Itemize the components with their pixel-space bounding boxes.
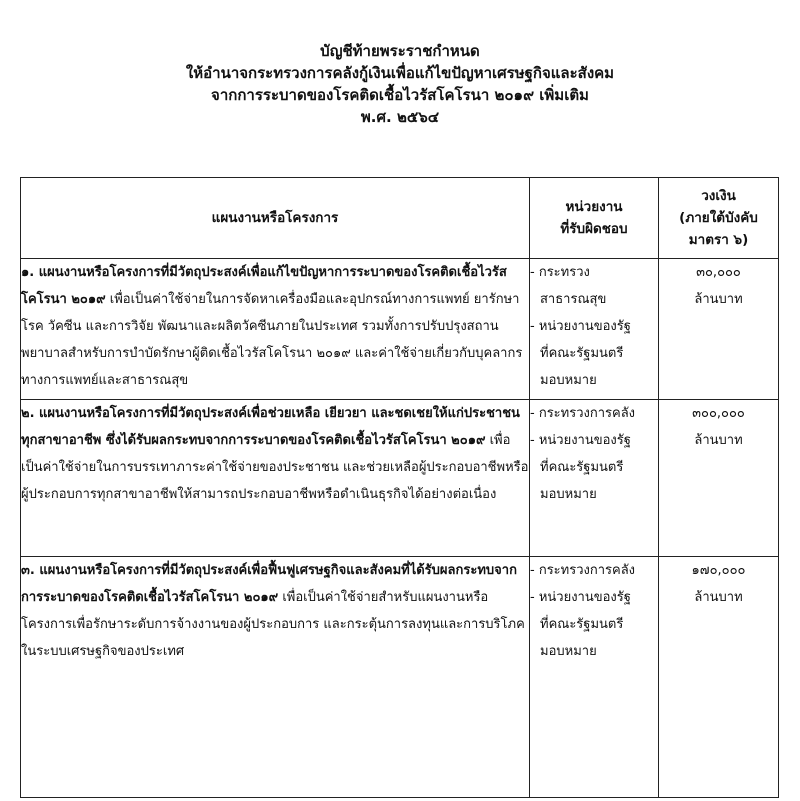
budget-cell — [659, 400, 779, 557]
table-row — [21, 259, 779, 400]
plan-cell — [21, 400, 530, 557]
plan-cell — [21, 557, 530, 798]
plan-description: เพื่อเป็นค่าใช้จ่ายสำหรับแผนงานหรือโครงการเพื่อรักษาระดับการจ้างงานของผู้ประกอบการ และกระตุ้นการลงทุนและการบริโภค ในระบบเศรษฐกิจของประเทศ — [21, 590, 525, 659]
plan-heading: ๑. แผนงานหรือโครงการที่มีวัตถุประสงค์เพื่อแก้ไขปัญหาการระบาดของโรคติดเชื้อไวรัสโคโรนา ๒๐๑๙ — [21, 265, 507, 307]
agency-cell: - กระทรวง สาธารณสุข - หน่วยงานของรัฐ ที่คณะรัฐมนตรี มอบหมาย — [530, 259, 659, 400]
plan-heading: ๒. แผนงานหรือโครงการที่มีวัตถุประสงค์เพื่อช่วยเหลือ เยียวยา และชดเชยให้แก่ประชาชนทุกสาขาอาชีพ ซึ่งได้รับผลกระทบจากการระบาดของโรคติดเชื้อไวรัสโคโรนา ๒๐๑๙ — [21, 406, 520, 448]
budget-amount: ๑๗๐,๐๐๐ — [691, 563, 746, 578]
budget-unit: ล้านบาท — [694, 590, 743, 605]
header-plan: แผนงานหรือโครงการ — [21, 178, 530, 259]
budget-table — [20, 177, 779, 798]
table-row — [21, 400, 779, 557]
agency-cell: - กระทรวงการคลัง - หน่วยงานของรัฐ ที่คณะรัฐมนตรี มอบหมาย — [530, 557, 659, 798]
budget-unit: ล้านบาท — [694, 292, 743, 307]
header-budget: วงเงิน (ภายใต้บังคับ มาตรา ๖) — [659, 178, 779, 259]
budget-unit: ล้านบาท — [694, 433, 743, 448]
budget-cell — [659, 557, 779, 798]
budget-amount: ๓๐๐,๐๐๐ — [692, 406, 745, 421]
agency-cell: - กระทรวงการคลัง - หน่วยงานของรัฐ ที่คณะรัฐมนตรี มอบหมาย — [530, 400, 659, 557]
budget-cell — [659, 259, 779, 400]
title-line-3: จากการระบาดของโรคติดเชื้อไวรัสโคโรนา ๒๐๑๙ เพิ่มเติม — [211, 86, 589, 104]
header-agency: หน่วยงาน ที่รับผิดชอบ — [530, 178, 659, 259]
table-row — [21, 557, 779, 798]
title-line-4: พ.ศ. ๒๕๖๔ — [360, 108, 440, 126]
plan-description: เพื่อเป็นค่าใช้จ่ายในการจัดหาเครื่องมือและอุปกรณ์ทางการแพทย์ ยารักษาโรค วัคซีน และการวิจัย พัฒนาและผลิตวัคซีนภายในประเทศ รวมทั้งการปรับปรุงสถานพยาบาลสำหรับการบำบัดรักษาผู้ติดเชื้อไวรัสโคโรนา ๒๐๑๙ และค่าใช้จ่ายเกี่ยวกับบุคลากรทางการแพทย์และสาธารณสุข — [21, 292, 523, 388]
budget-amount: ๓๐,๐๐๐ — [696, 265, 741, 280]
document-title — [0, 40, 800, 128]
title-line-2: ให้อำนาจกระทรวงการคลังกู้เงินเพื่อแก้ไขปัญหาเศรษฐกิจและสังคม — [185, 64, 615, 82]
plan-description: เพื่อเป็นค่าใช้จ่ายในการบรรเทาภาระค่าใช้จ่ายของประชาชน และช่วยเหลือผู้ประกอบอาชีพหรือผู้ประกอบการทุกสาขาอาชีพให้สามารถประกอบอาชีพหรือดำเนินธุรกิจได้อย่างต่อเนื่อง — [21, 433, 529, 502]
plan-cell — [21, 259, 530, 400]
plan-heading: ๓. แผนงานหรือโครงการที่มีวัตถุประสงค์เพื่อฟื้นฟูเศรษฐกิจและสังคมที่ได้รับผลกระทบจากการระบาดของโรคติดเชื้อไวรัสโคโรนา ๒๐๑๙ — [21, 563, 517, 605]
table-header-row — [21, 178, 779, 259]
title-line-1: บัญชีท้ายพระราชกำหนด — [320, 42, 480, 60]
